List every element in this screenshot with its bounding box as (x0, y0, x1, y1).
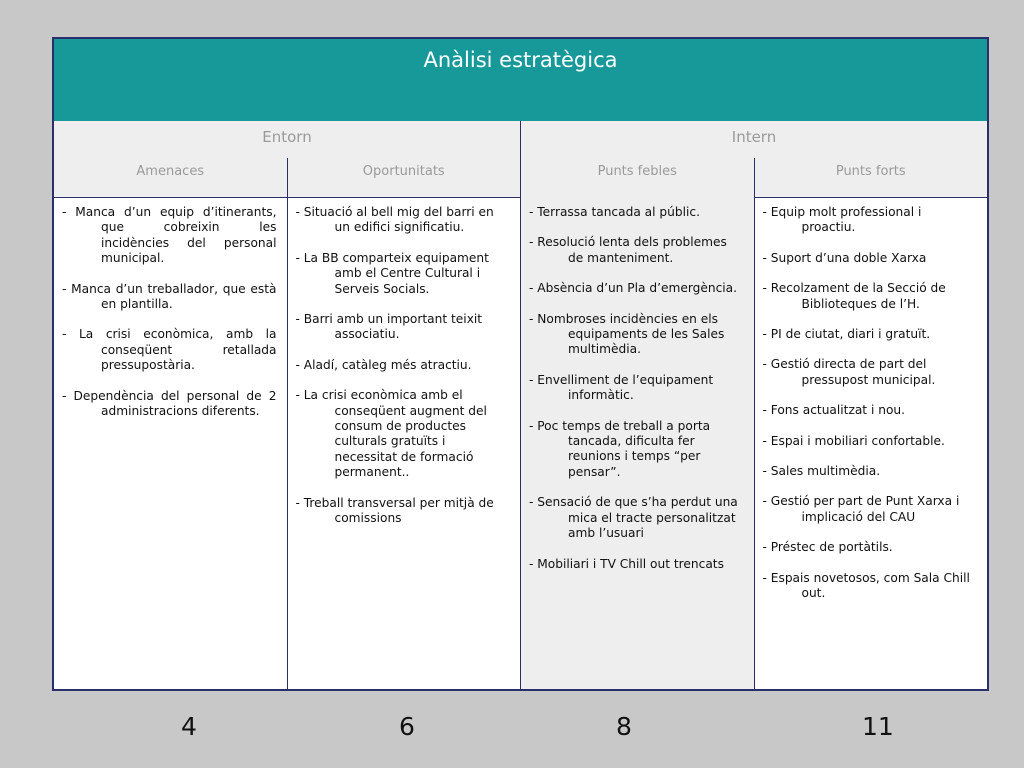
list-item: - Sensació de que s’ha perdut una mica el tracte personalitzat amb l’usuari (529, 495, 738, 541)
list-item: - Nombroses incidències en els equipaments de les Sales multimèdia. (529, 311, 725, 357)
column-punts-febles (520, 197, 754, 689)
list-item: - Dependència del personal de 2 administracions diferents. (62, 388, 277, 419)
count-amenaces: 4 (181, 712, 197, 741)
list-item: - Equip molt professional i proactiu. (762, 205, 922, 235)
list-item: - Recolzament de la Secció de Biblioteques de l’H. (762, 281, 946, 311)
list-item: - Sales multimèdia. (762, 464, 881, 479)
column-oportunitats (287, 197, 521, 689)
content-row (54, 197, 987, 689)
list-item: - La crisi econòmica amb el conseqüent augment del consum de productes culturals gratuïts i necessitat de formació permanent.. (295, 388, 487, 480)
list-item: - Envelliment de l’equipament informàtic. (529, 372, 714, 403)
group-header-entorn: Entorn (54, 121, 520, 158)
list-item: - Absència d’un Pla d’emergència. (529, 281, 738, 296)
list-item: - Aladí, catàleg més atractiu. (295, 357, 472, 372)
subheader-punts-forts: Punts forts (754, 158, 988, 197)
list-item: - Barri amb un important teixit associatiu. (295, 312, 483, 342)
list-item: - Poc temps de treball a porta tancada, dificulta fer reunions i temps “per pensar”. (529, 418, 711, 479)
count-punts-febles: 8 (616, 712, 632, 741)
list-item: - Préstec de portàtils. (762, 540, 893, 555)
list-item: - Fons actualitzat i nou. (762, 403, 906, 418)
list-item: - Resolució lenta dels problemes de manteniment. (529, 235, 727, 265)
count-oportunitats: 6 (399, 712, 415, 741)
list-item: - La crisi econòmica, amb la conseqüent retallada pressupostària. (62, 327, 277, 373)
subheader-amenaces: Amenaces (54, 158, 287, 197)
list-item: - La BB comparteix equipament amb el Centre Cultural i Serveis Socials. (295, 250, 489, 296)
list-item: - Gestió directa de part del pressupost municipal. (762, 357, 936, 387)
group-header-intern: Intern (520, 121, 987, 158)
swot-table (52, 37, 989, 691)
list-item: - PI de ciutat, diari i gratuït. (762, 327, 931, 342)
group-header-row (54, 121, 987, 159)
list-item: - Situació al bell mig del barri en un edifici significatiu. (295, 205, 494, 235)
list-item: - Espai i mobiliari confortable. (762, 433, 945, 448)
list-item: - Manca d’un treballador, que està en plantilla. (62, 281, 277, 312)
subheader-oportunitats: Oportunitats (287, 158, 521, 197)
table-title: Anàlisi estratègica (54, 39, 987, 122)
subheader-row (54, 158, 987, 198)
list-item: - Manca d’un equip d’itinerants, que cobreixin les incidències del personal municipal. (62, 205, 277, 266)
column-amenaces (54, 197, 287, 689)
column-punts-forts (754, 197, 988, 689)
subheader-punts-febles: Punts febles (520, 158, 754, 197)
list-item: - Espais novetosos, com Sala Chill out. (762, 570, 970, 601)
list-item: - Suport d’una doble Xarxa (762, 250, 927, 265)
list-item: - Treball transversal per mitjà de comissions (295, 495, 494, 526)
list-item: - Mobiliari i TV Chill out trencats (529, 556, 724, 571)
list-item: - Gestió per part de Punt Xarxa i implicació del CAU (762, 494, 960, 524)
list-item: - Terrassa tancada al públic. (529, 205, 700, 219)
count-punts-forts: 11 (862, 712, 894, 741)
